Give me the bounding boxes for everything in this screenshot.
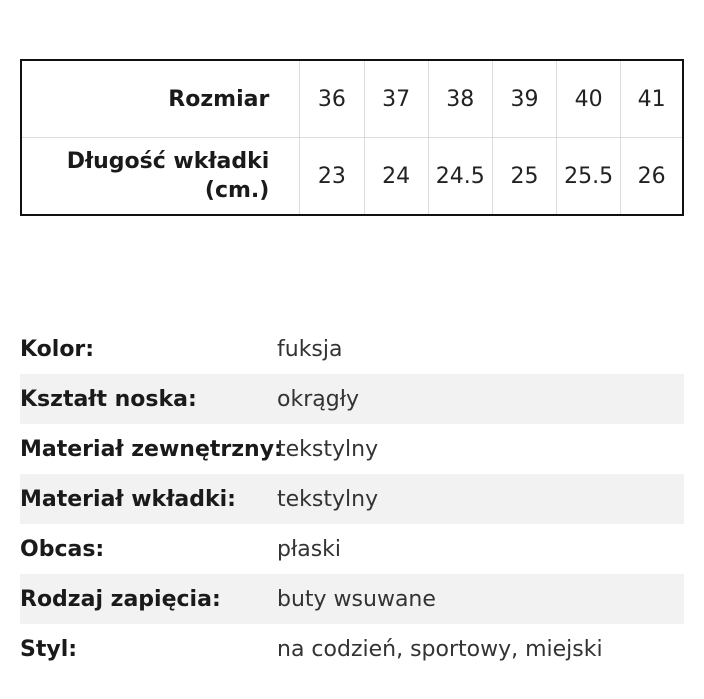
attribute-row-toe-shape: [20, 374, 684, 424]
length-cell: 25.5: [557, 138, 621, 216]
length-cell: 23: [300, 138, 364, 216]
length-cell: 25: [492, 138, 556, 216]
attribute-key: Kształt noska:: [20, 386, 197, 412]
size-row-label: Rozmiar: [21, 60, 300, 138]
length-cell: 26: [621, 138, 683, 216]
size-cell: 41: [621, 60, 683, 138]
attribute-key: Kolor:: [20, 336, 95, 362]
size-cell: 40: [557, 60, 621, 138]
size-cell: 38: [428, 60, 492, 138]
attribute-key: Materiał zewnętrzny:: [20, 436, 283, 462]
attribute-key: Styl:: [20, 636, 78, 662]
attribute-value: na codzień, sportowy, miejski: [277, 636, 603, 662]
size-table: [20, 59, 684, 216]
insole-length-label-line2: (cm.): [204, 178, 270, 203]
attribute-value: płaski: [277, 536, 342, 562]
attribute-key: Materiał wkładki:: [20, 486, 236, 512]
attribute-row-style: [20, 624, 684, 674]
size-row: [21, 60, 683, 138]
length-cell: 24: [364, 138, 428, 216]
attribute-key: Rodzaj zapięcia:: [20, 586, 221, 612]
attribute-row-outer-material: [20, 424, 684, 474]
product-attributes: [20, 324, 684, 674]
attribute-row-color: [20, 324, 684, 374]
size-cell: 36: [300, 60, 364, 138]
attribute-value: tekstylny: [277, 436, 379, 462]
attribute-row-heel: [20, 524, 684, 574]
attribute-row-insole-material: [20, 474, 684, 524]
insole-length-label-line1: Długość wkładki: [66, 149, 270, 174]
attribute-row-fastening: [20, 574, 684, 624]
attribute-value: tekstylny: [277, 486, 379, 512]
attribute-value: fuksja: [277, 336, 343, 362]
insole-length-row: [21, 138, 683, 216]
attribute-key: Obcas:: [20, 536, 105, 562]
length-cell: 24.5: [428, 138, 492, 216]
size-cell: 39: [492, 60, 556, 138]
insole-length-row-label: [21, 138, 300, 216]
attribute-value: buty wsuwane: [277, 586, 436, 612]
size-cell: 37: [364, 60, 428, 138]
attribute-value: okrągły: [277, 386, 359, 412]
